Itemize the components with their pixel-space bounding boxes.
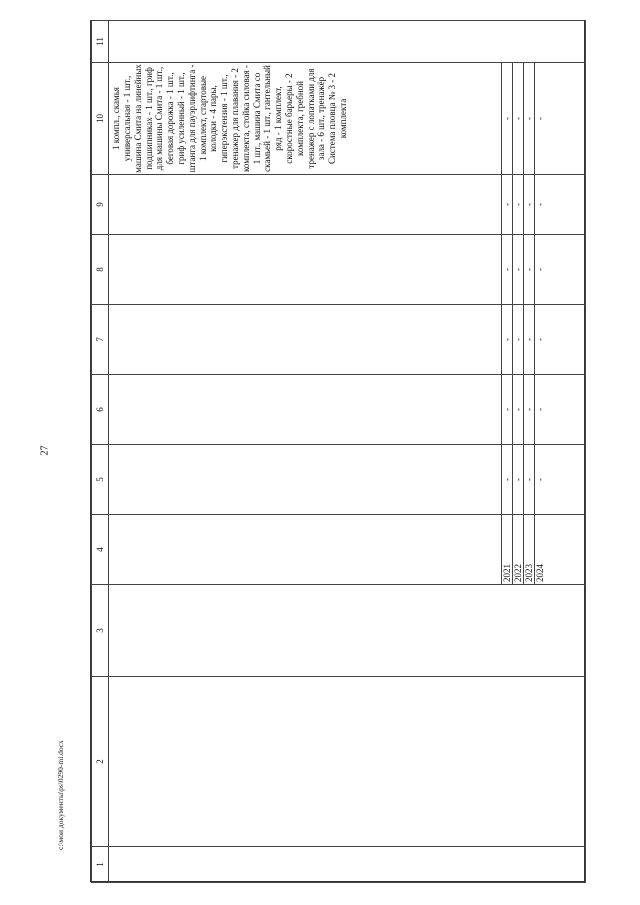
value-cell: - (535, 63, 586, 175)
rotated-table-frame (90, 20, 585, 882)
value-cell: - (513, 375, 524, 445)
equipment-list-cell: 1 компл., скамья универсальная - 1 шт., машина Смита на линейных подшипниках - 1 шт., гриф для машины Смита - 1 шт., беговая дорожка - 1 шт., гриф усиленный - 1 шт., штанга для пауэрлифтинга - 1 комплект, стартовые колодки - 4 пары, гиперэкстензия - 1 шт., тренажер для плавания - 2 комплекта, стойка силовая - 1 шт., машина Смита со скамьей - 1 шт., гантельный ряд - 1 комплект, скоростные барьеры - 2 комплекта, гребной тренажер с лопатками для зала - 6 шт., тренажёр Система пловца № 3 - 2 комплекта (109, 63, 502, 175)
value-cell: - (535, 445, 586, 515)
header-col-11: 11 (92, 21, 109, 63)
value-cell: - (502, 235, 513, 305)
cell-col-4 (109, 515, 502, 585)
value-cell: - (524, 235, 535, 305)
header-col-9: 9 (92, 175, 109, 235)
cell-col-11 (109, 21, 586, 63)
cell-col-5 (109, 445, 502, 515)
year-cell: 2023 (524, 515, 535, 585)
header-col-6: 6 (92, 375, 109, 445)
value-cell: - (502, 445, 513, 515)
header-row (92, 21, 109, 883)
year-cell: 2021 (502, 515, 513, 585)
value-cell: - (524, 175, 535, 235)
value-cell: - (535, 375, 586, 445)
value-cell: - (502, 305, 513, 375)
value-cell: - (513, 305, 524, 375)
value-cell: - (535, 305, 586, 375)
value-cell: - (524, 305, 535, 375)
table-row (109, 21, 502, 883)
value-cell: - (535, 235, 586, 305)
rotated-table (91, 21, 586, 883)
cell-col-7 (109, 305, 502, 375)
header-col-1: 1 (92, 847, 109, 883)
header-col-4: 4 (92, 515, 109, 585)
header-col-8: 8 (92, 235, 109, 305)
cell-col-3 (109, 585, 586, 677)
year-cell: 2022 (513, 515, 524, 585)
value-cell: - (513, 63, 524, 175)
value-cell: - (524, 63, 535, 175)
cell-col-1 (109, 847, 586, 883)
footer-file-path: c:\мои документы\ps\0290-mi.docx (56, 740, 65, 850)
equipment-table (91, 20, 586, 883)
value-cell: - (502, 175, 513, 235)
value-cell: - (535, 175, 586, 235)
year-cell: 2024 (535, 515, 586, 585)
cell-col-9 (109, 175, 502, 235)
header-col-10: 10 (92, 63, 109, 175)
value-cell: - (513, 235, 524, 305)
value-cell: - (502, 63, 513, 175)
value-cell: - (513, 175, 524, 235)
header-col-7: 7 (92, 305, 109, 375)
value-cell: - (513, 445, 524, 515)
value-cell: - (524, 445, 535, 515)
cell-col-2 (109, 677, 586, 847)
header-col-3: 3 (92, 585, 109, 677)
header-col-2: 2 (92, 677, 109, 847)
header-col-5: 5 (92, 445, 109, 515)
cell-col-8 (109, 235, 502, 305)
value-cell: - (502, 375, 513, 445)
cell-col-6 (109, 375, 502, 445)
page-number: 27 (39, 445, 51, 456)
value-cell: - (524, 375, 535, 445)
